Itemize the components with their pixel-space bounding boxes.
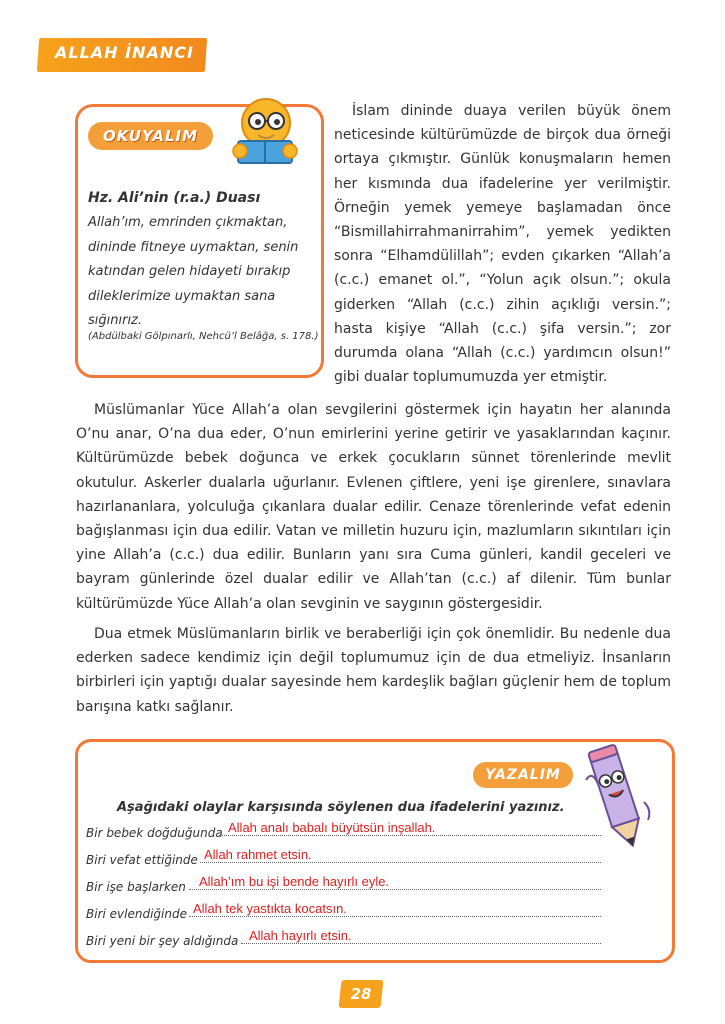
question-row <box>86 899 601 921</box>
reading-label <box>88 122 213 150</box>
reading-label-text: OKUYALIM <box>102 127 199 145</box>
answer-text: Allah hayırlı etsin. <box>249 928 352 943</box>
body-paragraph-1-text: Müslümanlar Yüce Allah’a olan sevgilerini göstermek için hayatın her alanında O’nu anar, O’na dua eder, O’nun emirlerini yerine getirir ve yasaklarından kaçınır. Kültürümüzde bebek doğunca ve erkek çocukların sünnet törenlerinde mevlit okutulur. Askerler dualarla uğurlanır. Evlenen çiftlere, yeni işe girenlere, sınavlara hazırlananlara, yolculuğa çıkanlara dualar edilir. Cenaze törenlerinde vefat edenin bağışlanması için dua edilir. Vatan ve milletin huzuru için, mazlumların sıkıntıları için yine Allah’a (c.c.) dua edilir. Bunların yanı sıra Cuma günleri, kandil geceleri ve bayram günlerinde özel dualar edilir ve Allah’tan (c.c.) af dilenir. Tüm bunlar kültürümüzde Yüce Allah’a olan sevginin ve saygının göstergesidir. <box>76 402 671 612</box>
writing-label: YAZALIM <box>473 762 573 788</box>
question-row <box>86 818 601 840</box>
question-row <box>86 845 601 867</box>
answer-line[interactable] <box>200 862 601 863</box>
question-prompt: Biri yeni bir şey aldığında <box>86 934 239 948</box>
dua-text: Allah’ım, emrinden çıkmaktan, dininde fitneye uymaktan, senin katından gelen hidayeti bırakıp dileklerimize uymaktan sana sığınırız. <box>88 215 299 328</box>
intro-paragraph-text: İslam dininde duaya verilen büyük önem neticesinde kültürümüzde de birçok dua örneği ortaya çıkmıştır. Günlük konuşmaların hemen her kısmında dua ifadelerine yer verilmiştir. Örneğin yemek yemeye başlamadan önce “Bismillahirrahmanirrahim”, yemek yedikten sonra “Elhamdülillah”; evden çıkarken “Allah’a (c.c.) emanet ol.”, “Yolun açık olsun.”; okula giderken “Allah (c.c.) zihin açıklığı versin.”; hasta kişiye “Allah (c.c.) şifa versin.”; zor durumda olana “Allah (c.c.) yardımcın olsun!” gibi dualar toplumumuzda yer etmiştir. <box>334 103 671 386</box>
answer-line[interactable] <box>241 943 601 944</box>
answer-line[interactable] <box>189 889 601 890</box>
answer-text: Allah’ım bu işi bende hayırlı eyle. <box>199 874 390 889</box>
pencil-character-icon <box>578 740 658 860</box>
question-prompt: Bir işe başlarken <box>86 880 186 894</box>
question-prompt: Biri vefat ettiğinde <box>86 853 198 867</box>
writing-instruction: Aşağıdaki olaylar karşısında söylenen dua ifadelerini yazınız. <box>117 800 565 815</box>
answer-line[interactable] <box>189 916 601 917</box>
question-prompt: Biri evlendiğinde <box>86 907 187 921</box>
question-row <box>86 872 601 894</box>
dua-title: Hz. Ali’nin (r.a.) Duası <box>88 190 261 206</box>
question-row <box>86 926 601 948</box>
answer-text: Allah analı babalı büyütsün inşallah. <box>228 820 436 835</box>
body-paragraph-2 <box>76 622 671 719</box>
reading-emoji-icon <box>220 95 300 175</box>
body-paragraph-1 <box>76 398 671 616</box>
dua-source: (Abdülbaki Gölpınarlı, Nehcü’l Belâğa, s. 178.) <box>88 331 319 342</box>
question-prompt: Bir bebek doğduğunda <box>86 826 223 840</box>
page-number: 28 <box>350 985 372 1003</box>
answer-text: Allah rahmet etsin. <box>204 847 312 862</box>
body-paragraph-2-text: Dua etmek Müslümanların birlik ve beraberliği için çok önemlidir. Bu nedenle dua ederken sadece kendimiz için değil toplumumuz için de dua etmeliyiz. İnsanların birbirleri için yaptığı dualar sayesinde hem kardeşlik bağları güçlenir hem de toplum barışına katkı sağlanır. <box>76 626 671 715</box>
chapter-title: ALLAH İNANCI <box>55 43 194 62</box>
answer-text: Allah tek yastıkta kocatsın. <box>193 901 347 916</box>
intro-paragraph <box>334 99 671 389</box>
answer-line[interactable] <box>219 835 601 836</box>
